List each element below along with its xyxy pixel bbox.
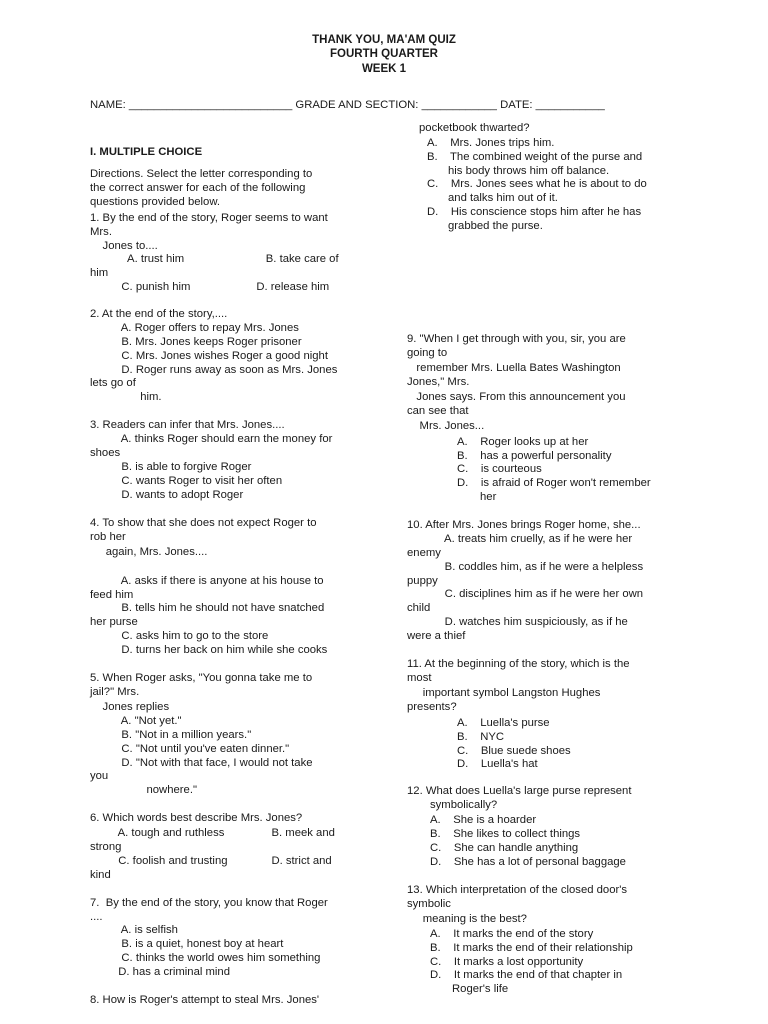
right-column-line: most: [407, 672, 432, 684]
right-column-line: child: [407, 602, 431, 614]
right-column-line: C. Blue suede shoes: [457, 745, 571, 757]
right-column-line: puppy: [407, 575, 438, 587]
left-column-line: C. Mrs. Jones wishes Roger a good night: [90, 350, 328, 362]
week-label: WEEK 1: [361, 63, 407, 75]
right-column-line: 13. Which interpretation of the closed door's: [407, 884, 628, 896]
left-column-line: 8. How is Roger's attempt to steal Mrs. Jones': [90, 994, 320, 1006]
right-column-line: A. treats him cruelly, as if he were her: [407, 533, 633, 545]
right-column-line: D. watches him suspiciously, as if he: [407, 616, 628, 628]
left-column-line: 7. By the end of the story, you know that Roger: [90, 897, 328, 909]
left-column-line: the correct answer for each of the following: [90, 182, 306, 194]
left-column-line: kind: [90, 869, 111, 881]
right-column-line: B. It marks the end of their relationship: [430, 942, 633, 954]
left-column-line: B. is a quiet, honest boy at heart: [90, 938, 284, 950]
right-column-line: Jones says. From this announcement you: [407, 391, 626, 403]
left-column-line: you: [90, 770, 109, 782]
left-column-line: D. "Not with that face, I would not take: [90, 757, 313, 769]
right-column-line: Roger's life: [452, 983, 509, 995]
right-column-line: symbolically?: [430, 799, 498, 811]
right-column-line: 10. After Mrs. Jones brings Roger home, she...: [407, 519, 641, 531]
right-column-line: Jones," Mrs.: [407, 376, 470, 388]
left-column-line: B. "Not in a million years.": [90, 729, 252, 741]
left-column-line: A. "Not yet.": [90, 715, 182, 727]
right-column-line: remember Mrs. Luella Bates Washington: [407, 362, 621, 374]
left-column-line: A. tough and ruthless B. meek and: [90, 827, 335, 839]
right-column-line: pocketbook thwarted?: [419, 122, 530, 134]
left-column-line: A. trust him B. take care of: [90, 253, 339, 265]
left-column-line: C. "Not until you've eaten dinner.": [90, 743, 290, 755]
right-column-line: A. Mrs. Jones trips him.: [427, 137, 555, 149]
left-column-line: him.: [90, 391, 162, 403]
right-column-line: were a thief: [407, 630, 466, 642]
left-column-line: D. turns her back on him while she cooks: [90, 644, 328, 656]
right-column-line: C. is courteous: [457, 463, 542, 475]
left-column-line: B. Mrs. Jones keeps Roger prisoner: [90, 336, 302, 348]
left-column-line: feed him: [90, 589, 134, 601]
left-column-line: nowhere.": [90, 784, 197, 796]
right-column-line: presents?: [407, 701, 457, 713]
right-column-line: B. coddles him, as if he were a helpless: [407, 561, 644, 573]
left-column-line: 3. Readers can infer that Mrs. Jones....: [90, 419, 285, 431]
left-column-line: 4. To show that she does not expect Roger to: [90, 517, 317, 529]
left-column-line: Jones to....: [90, 240, 158, 252]
right-column-line: 9. "When I get through with you, sir, you are: [407, 333, 626, 345]
left-column-line: jail?" Mrs.: [90, 686, 140, 698]
left-column-line: A. Roger offers to repay Mrs. Jones: [90, 322, 299, 334]
left-column-line: A. is selfish: [90, 924, 178, 936]
right-column-line: grabbed the purse.: [448, 220, 543, 232]
left-column-line: A. thinks Roger should earn the money for: [90, 433, 333, 445]
right-column-line: C. It marks a lost opportunity: [430, 956, 584, 968]
left-column-line: A. asks if there is anyone at his house to: [90, 575, 324, 587]
left-column-line: 5. When Roger asks, "You gonna take me to: [90, 672, 313, 684]
section-heading: I. MULTIPLE CHOICE: [90, 146, 203, 158]
left-column-line: again, Mrs. Jones....: [90, 546, 208, 558]
left-column-line: lets go of: [90, 377, 136, 389]
right-column-line: Mrs. Jones...: [407, 420, 485, 432]
right-column-line: B. has a powerful personality: [457, 450, 612, 462]
right-column-line: C. disciplines him as if he were her own: [407, 588, 644, 600]
right-column-line: can see that: [407, 405, 469, 417]
left-column-line: C. asks him to go to the store: [90, 630, 269, 642]
right-column-line: C. She can handle anything: [430, 842, 579, 854]
left-column-line: ....: [90, 911, 103, 923]
left-column-line: Jones replies: [90, 701, 170, 713]
right-column-line: B. NYC: [457, 731, 505, 743]
right-column-line: meaning is the best?: [407, 913, 527, 925]
left-column-line: B. tells him he should not have snatched: [90, 602, 325, 614]
left-column-line: C. punish him D. release him: [90, 281, 330, 293]
left-column-line: 2. At the end of the story,....: [90, 308, 228, 320]
left-column-line: 6. Which words best describe Mrs. Jones?: [90, 812, 303, 824]
right-column-line: 11. At the beginning of the story, which is the: [407, 658, 630, 670]
right-column-line: D. She has a lot of personal baggage: [430, 856, 626, 868]
left-column-line: C. wants Roger to visit her often: [90, 475, 283, 487]
left-column-line: Directions. Select the letter corresponding to: [90, 168, 313, 180]
right-column-line: symbolic: [407, 898, 451, 910]
right-column-line: B. She likes to collect things: [430, 828, 581, 840]
left-column-line: 1. By the end of the story, Roger seems to want: [90, 212, 328, 224]
right-column-line: C. Mrs. Jones sees what he is about to do: [427, 178, 647, 190]
quarter-label: FOURTH QUARTER: [330, 48, 438, 60]
right-column-line: his body throws him off balance.: [448, 165, 610, 177]
right-column-line: her: [480, 491, 497, 503]
right-column-line: going to: [407, 347, 448, 359]
right-column-line: D. Luella's hat: [457, 758, 538, 770]
left-column-line: Mrs.: [90, 226, 112, 238]
left-column-line: D. Roger runs away as soon as Mrs. Jones: [90, 364, 338, 376]
right-column-line: B. The combined weight of the purse and: [427, 151, 643, 163]
right-column-line: important symbol Langston Hughes: [407, 687, 601, 699]
right-column-line: A. Luella's purse: [457, 717, 550, 729]
left-column-line: D. has a criminal mind: [90, 966, 230, 978]
right-column-line: and talks him out of it.: [448, 192, 558, 204]
quiz-title: THANK YOU, MA'AM QUIZ: [312, 34, 456, 46]
right-column-line: D. His conscience stops him after he has: [427, 206, 642, 218]
left-column-line: her purse: [90, 616, 138, 628]
left-column-line: rob her: [90, 531, 126, 543]
right-column-line: enemy: [407, 547, 441, 559]
left-column-line: C. thinks the world owes him something: [90, 952, 321, 964]
right-column-line: A. Roger looks up at her: [457, 436, 589, 448]
left-column-line: him: [90, 267, 109, 279]
right-column-line: A. She is a hoarder: [430, 814, 537, 826]
right-column-line: D. is afraid of Roger won't remember: [457, 477, 651, 489]
left-column-line: questions provided below.: [90, 196, 221, 208]
left-column-line: strong: [90, 841, 122, 853]
right-column-line: 12. What does Luella's large purse represent: [407, 785, 632, 797]
left-column-line: C. foolish and trusting D. strict and: [90, 855, 332, 867]
left-column-line: B. is able to forgive Roger: [90, 461, 252, 473]
right-column-line: A. It marks the end of the story: [430, 928, 594, 940]
student-info-line: NAME: __________________________ GRADE AND SECTION: ____________ DATE: ___________: [90, 99, 605, 111]
left-column-line: shoes: [90, 447, 121, 459]
right-column-line: D. It marks the end of that chapter in: [430, 969, 623, 981]
left-column-line: D. wants to adopt Roger: [90, 489, 244, 501]
